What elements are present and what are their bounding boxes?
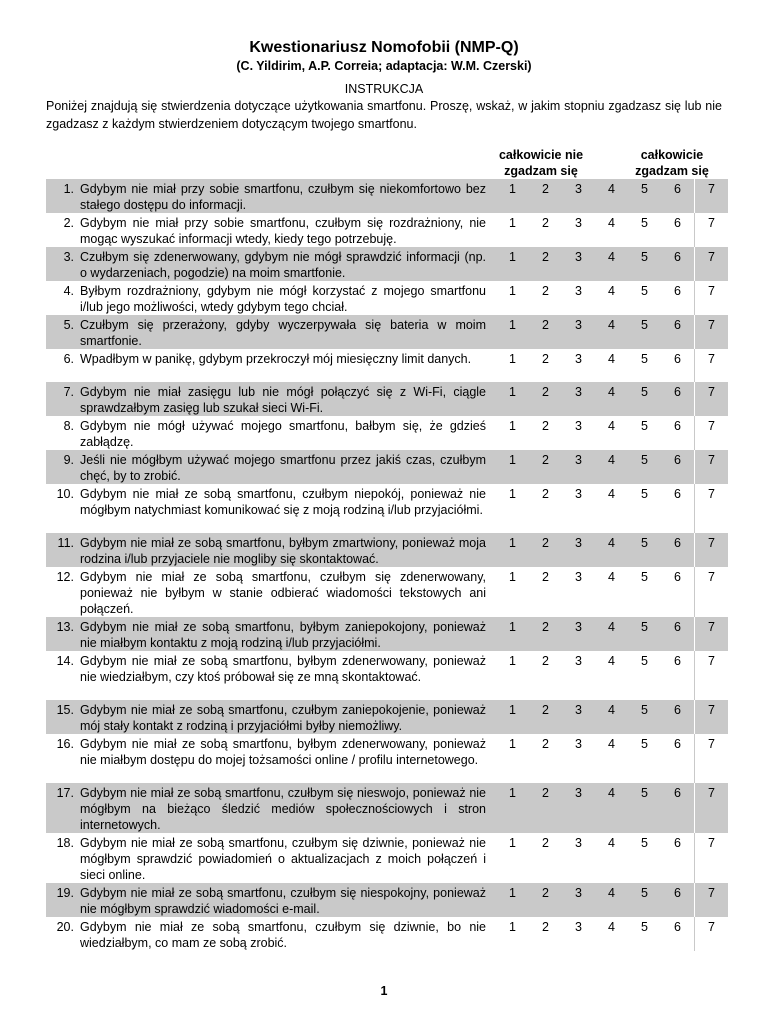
rating-option-3[interactable]: 3 (575, 836, 582, 850)
rating-option-5[interactable]: 5 (628, 533, 661, 567)
rating-option-7[interactable]: 7 (695, 917, 729, 951)
instruction-text: Poniżej znajdują się stwierdzenia dotyczące użytkowania smartfonu. Proszę, wskaż, w jakim stopniu zgadzasz się lub nie zgadzasz z każdym stwierdzeniem dotyczącym twojego smartfonu. (46, 99, 722, 131)
rating-option-1[interactable]: 1 (509, 836, 516, 850)
rating-option-3[interactable]: 3 (575, 570, 582, 584)
questionnaire-row (46, 617, 728, 651)
item-statement: Gdybym nie miał ze sobą smartfonu, byłbym zdenerwowany, ponieważ nie wiedziałbym, czy ktoś próbował się ze mną skontaktować. (80, 654, 486, 684)
rating-option-7[interactable]: 7 (695, 416, 729, 450)
rating-option-7[interactable]: 7 (695, 247, 729, 281)
rating-option-6[interactable]: 6 (674, 737, 681, 751)
rating-option-6[interactable]: 6 (661, 783, 695, 833)
item-statement: Gdybym nie miał zasięgu lub nie mógł połączyć się z Wi-Fi, ciągle sprawdzałbym zasięg lub szukał sieci Wi-Fi. (78, 382, 496, 416)
item-number: 5. (46, 315, 78, 349)
item-statement: Gdybym nie miał ze sobą smartfonu, czułbym się dziwnie, bo nie wiedziałbym, co mam ze sobą zrobić. (80, 920, 486, 950)
rating-option-1[interactable]: 1 (496, 450, 529, 484)
rating-option-4[interactable]: 4 (608, 284, 615, 298)
rating-option-5[interactable]: 5 (641, 352, 648, 366)
item-statement: Wpadłbym w panikę, gdybym przekroczył mój miesięczny limit danych. (80, 352, 472, 366)
item-number: 17. (46, 783, 78, 833)
item-number: 9. (46, 450, 78, 484)
rating-option-1[interactable]: 1 (496, 315, 529, 349)
questionnaire-row (46, 734, 728, 783)
rating-option-7[interactable]: 7 (695, 617, 729, 651)
rating-option-1[interactable]: 1 (496, 883, 529, 917)
item-number: 10. (56, 487, 74, 501)
rating-option-7[interactable]: 7 (695, 651, 729, 700)
rating-option-4[interactable]: 4 (595, 450, 628, 484)
rating-option-7[interactable]: 7 (695, 700, 729, 734)
rating-option-5[interactable]: 5 (628, 382, 661, 416)
rating-option-4[interactable]: 4 (608, 836, 615, 850)
questionnaire-row (46, 533, 728, 567)
rating-option-3[interactable]: 3 (562, 179, 595, 213)
rating-option-1[interactable]: 1 (509, 216, 516, 230)
rating-option-5[interactable]: 5 (641, 419, 648, 433)
rating-option-1[interactable]: 1 (509, 737, 516, 751)
rating-option-7[interactable]: 7 (695, 349, 729, 382)
rating-option-3[interactable]: 3 (575, 419, 582, 433)
scale-right-label: całkowicie zgadzam się (635, 148, 709, 178)
rating-option-1[interactable]: 1 (509, 352, 516, 366)
rating-option-7[interactable]: 7 (695, 533, 729, 567)
item-statement: Gdybym nie miał ze sobą smartfonu, byłbym zmartwiony, ponieważ moja rodzina i/lub przyjaciele nie mogliby się skontaktować. (78, 533, 496, 567)
rating-option-3[interactable]: 3 (562, 883, 595, 917)
rating-option-1[interactable]: 1 (509, 654, 516, 668)
rating-option-3[interactable]: 3 (562, 382, 595, 416)
rating-option-2[interactable]: 2 (542, 836, 549, 850)
rating-option-2[interactable]: 2 (542, 352, 549, 366)
rating-option-6[interactable]: 6 (674, 570, 681, 584)
rating-option-3[interactable]: 3 (575, 216, 582, 230)
rating-option-6[interactable]: 6 (661, 883, 695, 917)
rating-option-5[interactable]: 5 (628, 883, 661, 917)
rating-option-5[interactable]: 5 (628, 700, 661, 734)
item-number: 12. (56, 570, 74, 584)
questionnaire-row (46, 213, 728, 247)
rating-option-1[interactable]: 1 (496, 382, 529, 416)
item-number: 19. (46, 883, 78, 917)
rating-option-3[interactable]: 3 (562, 247, 595, 281)
rating-option-3[interactable]: 3 (562, 533, 595, 567)
rating-option-4[interactable]: 4 (595, 783, 628, 833)
item-number: 16. (56, 737, 74, 751)
item-number: 8. (63, 419, 74, 433)
rating-option-7[interactable]: 7 (695, 450, 729, 484)
rating-option-3[interactable]: 3 (562, 450, 595, 484)
item-statement: Gdybym nie miał ze sobą smartfonu, byłbym zaniepokojony, ponieważ nie miałbym kontaktu z moją rodziną i/lub przyjaciółmi. (78, 617, 496, 651)
item-statement: Czułbym się zdenerwowany, gdybym nie mógł sprawdzić informacji (np. o wydarzeniach, pogodzie) na moim smartfonie. (78, 247, 496, 281)
rating-option-3[interactable]: 3 (562, 315, 595, 349)
rating-option-1[interactable]: 1 (509, 570, 516, 584)
rating-option-5[interactable]: 5 (641, 216, 648, 230)
rating-option-6[interactable]: 6 (661, 450, 695, 484)
rating-option-6[interactable]: 6 (674, 836, 681, 850)
questionnaire-row (46, 883, 728, 917)
rating-option-2[interactable]: 2 (529, 617, 562, 651)
rating-option-3[interactable]: 3 (562, 617, 595, 651)
rating-option-4[interactable]: 4 (608, 737, 615, 751)
rating-option-2[interactable]: 2 (529, 247, 562, 281)
questionnaire-row (46, 179, 728, 213)
questionnaire-row (46, 382, 728, 416)
rating-option-2[interactable]: 2 (529, 700, 562, 734)
rating-option-4[interactable]: 4 (608, 920, 615, 934)
rating-option-6[interactable]: 6 (661, 179, 695, 213)
questionnaire-row (46, 567, 728, 617)
item-number: 2. (63, 216, 74, 230)
questionnaire-row (46, 281, 728, 315)
rating-option-5[interactable]: 5 (628, 617, 661, 651)
item-number: 4. (63, 284, 74, 298)
rating-option-4[interactable]: 4 (595, 179, 628, 213)
rating-option-5[interactable]: 5 (641, 737, 648, 751)
questionnaire-row (46, 315, 728, 349)
rating-option-2[interactable]: 2 (542, 737, 549, 751)
rating-option-5[interactable]: 5 (641, 487, 648, 501)
item-number: 18. (56, 836, 74, 850)
questionnaire-row (46, 700, 728, 734)
rating-option-4[interactable]: 4 (595, 315, 628, 349)
rating-option-4[interactable]: 4 (608, 487, 615, 501)
rating-option-2[interactable]: 2 (542, 216, 549, 230)
rating-option-2[interactable]: 2 (529, 783, 562, 833)
rating-option-1[interactable]: 1 (496, 700, 529, 734)
rating-option-2[interactable]: 2 (529, 315, 562, 349)
item-number: 13. (46, 617, 78, 651)
rating-option-1[interactable]: 1 (509, 419, 516, 433)
questionnaire-row (46, 484, 728, 533)
rating-option-4[interactable]: 4 (608, 352, 615, 366)
rating-option-1[interactable]: 1 (496, 617, 529, 651)
rating-option-4[interactable]: 4 (608, 654, 615, 668)
rating-option-4[interactable]: 4 (608, 570, 615, 584)
rating-option-7[interactable]: 7 (695, 484, 729, 533)
questionnaire-row (46, 651, 728, 700)
rating-option-3[interactable]: 3 (575, 920, 582, 934)
rating-option-4[interactable]: 4 (595, 382, 628, 416)
rating-option-6[interactable]: 6 (661, 382, 695, 416)
rating-option-6[interactable]: 6 (674, 216, 681, 230)
rating-option-2[interactable]: 2 (529, 450, 562, 484)
rating-option-6[interactable]: 6 (674, 654, 681, 668)
item-statement: Gdybym nie miał ze sobą smartfonu, czułbym się nieswojo, ponieważ nie mógłbym na bieżąco śledzić mediów społecznościowych i stron internetowych. (78, 783, 496, 833)
rating-option-3[interactable]: 3 (575, 352, 582, 366)
rating-option-4[interactable]: 4 (595, 883, 628, 917)
rating-option-2[interactable]: 2 (529, 179, 562, 213)
rating-option-2[interactable]: 2 (542, 487, 549, 501)
rating-option-1[interactable]: 1 (496, 533, 529, 567)
rating-option-2[interactable]: 2 (542, 570, 549, 584)
rating-option-2[interactable]: 2 (529, 883, 562, 917)
rating-option-3[interactable]: 3 (562, 783, 595, 833)
rating-option-2[interactable]: 2 (542, 284, 549, 298)
item-statement: Byłbym rozdrażniony, gdybym nie mógł korzystać z mojego smartfonu i/lub jego możliwości, wtedy gdybym tego chciał. (80, 284, 486, 314)
rating-option-2[interactable]: 2 (542, 419, 549, 433)
rating-option-5[interactable]: 5 (641, 920, 648, 934)
rating-option-7[interactable]: 7 (695, 783, 729, 833)
item-statement: Gdybym nie mógł używać mojego smartfonu, bałbym się, że gdzieś zabłądzę. (80, 419, 486, 449)
rating-option-6[interactable]: 6 (661, 247, 695, 281)
rating-option-1[interactable]: 1 (496, 783, 529, 833)
rating-option-4[interactable]: 4 (595, 617, 628, 651)
questionnaire-row (46, 349, 728, 382)
rating-option-5[interactable]: 5 (628, 450, 661, 484)
item-statement: Gdybym nie miał ze sobą smartfonu, czułbym się zdenerwowany, ponieważ nie byłbym w stanie odbierać wiadomości tekstowych ani połączeń. (80, 570, 486, 616)
rating-option-2[interactable]: 2 (542, 654, 549, 668)
item-number: 15. (46, 700, 78, 734)
rating-option-7[interactable]: 7 (695, 213, 729, 247)
rating-option-6[interactable]: 6 (674, 352, 681, 366)
questionnaire-row (46, 416, 728, 450)
item-statement: Czułbym się przerażony, gdyby wyczerpywała się bateria w moim smartfonie. (78, 315, 496, 349)
item-statement: Gdybym nie miał ze sobą smartfonu, czułbym się dziwnie, ponieważ nie mógłbym sprawdzić powiadomień o aktualizacjach z moich połączeń i sieci online. (80, 836, 486, 882)
item-number: 6. (63, 352, 74, 366)
rating-option-5[interactable]: 5 (628, 315, 661, 349)
questionnaire-authors: (C. Yildirim, A.P. Correia; adaptacja: W.M. Czerski) (236, 59, 532, 73)
rating-option-6[interactable]: 6 (661, 617, 695, 651)
rating-option-2[interactable]: 2 (529, 382, 562, 416)
rating-option-7[interactable]: 7 (695, 567, 729, 617)
rating-option-7[interactable]: 7 (695, 179, 729, 213)
rating-option-6[interactable]: 6 (674, 487, 681, 501)
rating-option-6[interactable]: 6 (661, 533, 695, 567)
item-number: 14. (56, 654, 74, 668)
rating-option-5[interactable]: 5 (641, 654, 648, 668)
rating-option-1[interactable]: 1 (496, 247, 529, 281)
rating-option-4[interactable]: 4 (595, 247, 628, 281)
rating-option-3[interactable]: 3 (575, 654, 582, 668)
item-number: 1. (46, 179, 78, 213)
rating-option-5[interactable]: 5 (641, 284, 648, 298)
rating-option-2[interactable]: 2 (529, 533, 562, 567)
item-number: 7. (46, 382, 78, 416)
rating-option-5[interactable]: 5 (641, 836, 648, 850)
rating-option-6[interactable]: 6 (674, 920, 681, 934)
rating-option-5[interactable]: 5 (628, 247, 661, 281)
rating-option-4[interactable]: 4 (595, 700, 628, 734)
item-statement: Gdybym nie miał przy sobie smartfonu, czułbym się rozdrażniony, nie mogąc wyszukać informacji wtedy, kiedy tego potrzebuję. (80, 216, 486, 246)
rating-option-5[interactable]: 5 (641, 570, 648, 584)
rating-option-3[interactable]: 3 (562, 700, 595, 734)
questionnaire-row (46, 450, 728, 484)
rating-option-2[interactable]: 2 (542, 920, 549, 934)
rating-option-3[interactable]: 3 (575, 284, 582, 298)
rating-option-1[interactable]: 1 (509, 487, 516, 501)
rating-option-1[interactable]: 1 (496, 179, 529, 213)
instruction-heading: INSTRUKCJA (344, 82, 424, 96)
rating-option-1[interactable]: 1 (509, 284, 516, 298)
rating-option-4[interactable]: 4 (595, 533, 628, 567)
rating-option-6[interactable]: 6 (661, 700, 695, 734)
questionnaire-row (46, 917, 728, 951)
item-statement: Jeśli nie mógłbym używać mojego smartfonu przez jakiś czas, czułbym chęć, by to zrobić. (78, 450, 496, 484)
item-statement: Gdybym nie miał przy sobie smartfonu, czułbym się niekomfortowo bez stałego dostępu do informacji. (78, 179, 496, 213)
rating-option-7[interactable]: 7 (695, 883, 729, 917)
item-statement: Gdybym nie miał ze sobą smartfonu, czułbym zaniepokojenie, ponieważ mój stały kontakt z rodziną i przyjaciółmi byłby niemożliwy. (78, 700, 496, 734)
scale-left-label: całkowicie nie zgadzam się (498, 148, 584, 178)
rating-option-7[interactable]: 7 (695, 281, 729, 315)
rating-option-7[interactable]: 7 (695, 382, 729, 416)
item-statement: Gdybym nie miał ze sobą smartfonu, byłbym zdenerwowany, ponieważ nie miałbym dostępu do mojej tożsamości online / profilu internetowego. (80, 737, 486, 767)
item-number: 3. (46, 247, 78, 281)
rating-option-4[interactable]: 4 (608, 216, 615, 230)
rating-option-3[interactable]: 3 (575, 487, 582, 501)
questionnaire-row (46, 833, 728, 883)
item-statement: Gdybym nie miał ze sobą smartfonu, czułbym się niespokojny, ponieważ nie mógłbym sprawdzić wiadomości e-mail. (78, 883, 496, 917)
rating-option-6[interactable]: 6 (674, 284, 681, 298)
rating-option-7[interactable]: 7 (695, 734, 729, 783)
rating-option-5[interactable]: 5 (628, 179, 661, 213)
rating-option-7[interactable]: 7 (695, 315, 729, 349)
questionnaire-title: Kwestionariusz Nomofobii (NMP-Q) (249, 39, 519, 56)
rating-option-4[interactable]: 4 (608, 419, 615, 433)
item-statement: Gdybym nie miał ze sobą smartfonu, czułbym niepokój, ponieważ nie mógłbym natychmiast komunikować się z moją rodziną i/lub przyjaciółmi. (80, 487, 486, 517)
page-number: 1 (380, 984, 388, 998)
rating-option-7[interactable]: 7 (695, 833, 729, 883)
rating-option-6[interactable]: 6 (661, 315, 695, 349)
questionnaire-row (46, 247, 728, 281)
rating-option-6[interactable]: 6 (674, 419, 681, 433)
rating-option-1[interactable]: 1 (509, 920, 516, 934)
rating-option-3[interactable]: 3 (575, 737, 582, 751)
item-number: 20. (56, 920, 74, 934)
item-number: 11. (46, 533, 78, 567)
rating-option-5[interactable]: 5 (628, 783, 661, 833)
questionnaire-row (46, 783, 728, 833)
questionnaire-table (46, 179, 728, 951)
